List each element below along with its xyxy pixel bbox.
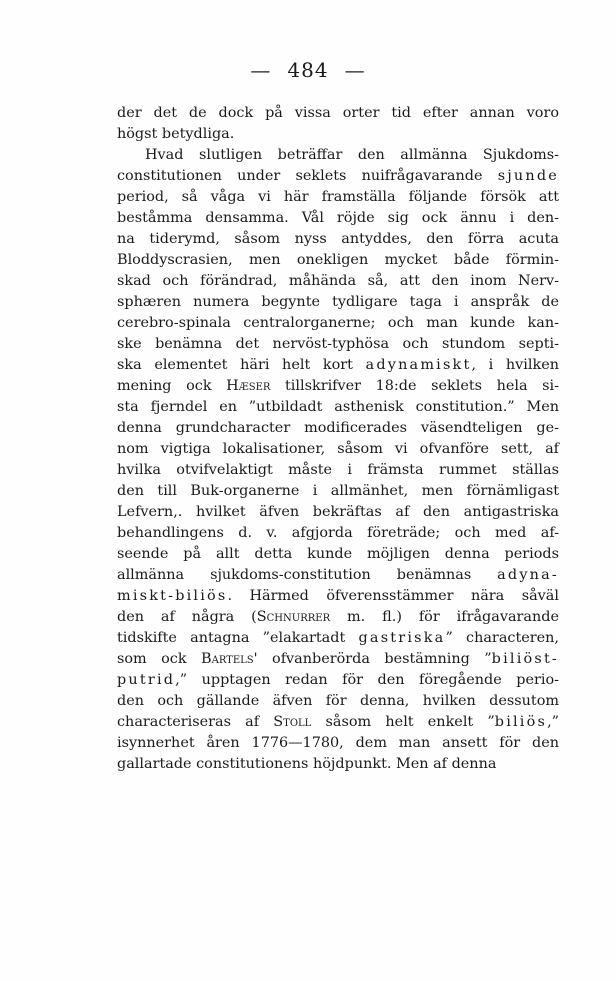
text-run: skad och förändrad, måhända så, att den inom Nerv-	[117, 273, 559, 289]
text-run: den af några (	[117, 609, 257, 625]
spaced-emphasis: biliöst-	[491, 651, 559, 667]
text-line	[117, 271, 559, 292]
text-run: allmänna sjukdoms-constitution benämnas	[117, 567, 498, 583]
text-run: der det de dock på vissa orter tid efter annan voro	[117, 105, 559, 121]
text-run: tidskifte antagna ”elakartadt	[117, 630, 359, 646]
text-run: m. fl.) för ifrågavarande	[330, 609, 559, 625]
text-run: ” characteren,	[445, 630, 559, 646]
text-run: som ock	[117, 651, 202, 667]
text-run: sphæren numera begynte tydligare taga i anspråk de	[117, 294, 559, 310]
text-line	[117, 691, 559, 712]
spaced-emphasis: gastriska	[358, 630, 446, 646]
page-header	[0, 58, 616, 82]
text-run: ofvanberörda bestämning ”	[257, 651, 492, 667]
page-number: 484	[287, 58, 329, 82]
text-line	[117, 670, 559, 691]
text-line	[117, 250, 559, 271]
spaced-emphasis: miskt-biliös	[117, 588, 228, 604]
text-line	[117, 208, 559, 229]
spaced-emphasis: adynamiskt	[365, 357, 472, 373]
text-run: tillskrifver 18:de seklets hela si-	[270, 378, 560, 394]
text-line	[117, 229, 559, 250]
text-run: sta fjerndel en ”utbildadt asthenisk constitution.” Men	[117, 399, 559, 415]
author-name: Bartels'	[201, 651, 258, 667]
text-run: nom vigtiga lokalisationer, såsom vi ofvanföre sett, af	[117, 441, 559, 457]
text-line	[117, 166, 559, 187]
text-line	[117, 334, 559, 355]
text-line	[117, 418, 559, 439]
text-line	[117, 502, 559, 523]
text-line	[117, 649, 559, 670]
author-name: Stoll	[273, 714, 312, 730]
text-line	[117, 712, 559, 733]
spaced-emphasis: biliös	[494, 714, 548, 730]
header-dash-left: —	[250, 58, 272, 82]
text-run: period, så våga vi här framställa följande försök att	[117, 189, 559, 205]
text-run: den till Buk-organerne i allmänhet, men förnämligast	[117, 483, 559, 499]
text-run: seende på allt detta kunde möjligen denna periods	[117, 546, 559, 562]
text-line	[117, 103, 559, 124]
text-line	[117, 544, 559, 565]
text-line	[117, 355, 559, 376]
text-run: ske benämna det nervöst-typhösa och stundom septi-	[117, 336, 559, 352]
text-run: beståmma densamma. Vål röjde sig ock ännu i den-	[117, 210, 559, 226]
text-run: cerebro-spinala centralorganerne; och man kunde kan-	[117, 315, 559, 331]
text-run: mening ock	[117, 378, 227, 394]
text-run: ska elementet häri helt kort	[117, 357, 366, 373]
text-run: Hvad slutligen beträffar den allmänna Sjukdoms-	[145, 147, 559, 163]
text-line	[117, 313, 559, 334]
author-name: Schnurrer	[256, 609, 331, 625]
text-run: den och gällande äfven för denna, hvilken dessutom	[117, 693, 559, 709]
text-line	[117, 292, 559, 313]
spaced-emphasis: sjunde	[497, 168, 559, 184]
text-line	[117, 523, 559, 544]
text-run: gallartade constitutionens höjdpunkt. Men af denna	[117, 756, 497, 772]
text-run: ,” upptagen redan för den föregående perio-	[175, 672, 559, 688]
text-run: , i hvilken	[471, 357, 560, 373]
text-run: högst betydliga.	[117, 126, 235, 142]
text-run: isynnerhet åren 1776—1780, dem man ansett för den	[117, 735, 559, 751]
text-line	[117, 376, 559, 397]
text-line	[117, 460, 559, 481]
header-dash-right: —	[344, 58, 366, 82]
text-run: na tiderymd, såsom nyss antyddes, den förra acuta	[117, 231, 559, 247]
author-name: Hæser	[226, 378, 271, 394]
text-line	[117, 439, 559, 460]
text-line	[117, 145, 559, 166]
text-run: såsom helt enkelt ”	[311, 714, 495, 730]
text-line	[117, 607, 559, 628]
text-run: constitutionen under seklets nuifrågavarande	[117, 168, 498, 184]
text-line	[117, 565, 559, 586]
text-run: behandlingens d. v. afgjorda företräde; och med af-	[117, 525, 559, 541]
spaced-emphasis: putrid	[117, 672, 176, 688]
text-line	[117, 397, 559, 418]
text-run: Bloddyscrasien, men onekligen mycket både förmin-	[117, 252, 559, 268]
text-run: hvilka otvifvelaktigt måste i främsta rummet ställas	[117, 462, 559, 478]
text-run: characteriseras af	[117, 714, 274, 730]
text-line	[117, 733, 559, 754]
text-line	[117, 586, 559, 607]
body-text	[117, 103, 559, 775]
text-line	[117, 124, 559, 145]
spaced-emphasis: adyna-	[497, 567, 559, 583]
text-line	[117, 754, 559, 775]
text-line	[117, 187, 559, 208]
text-run: . Härmed öfverensstämmer nära såväl	[227, 588, 559, 604]
text-run: Lefvern,. hvilket äfven bekräftas af den antigastriska	[117, 504, 559, 520]
text-run: denna grundcharacter modificerades väsendteligen ge-	[117, 420, 559, 436]
text-line	[117, 481, 559, 502]
text-run: ,”	[547, 714, 559, 730]
text-line	[117, 628, 559, 649]
